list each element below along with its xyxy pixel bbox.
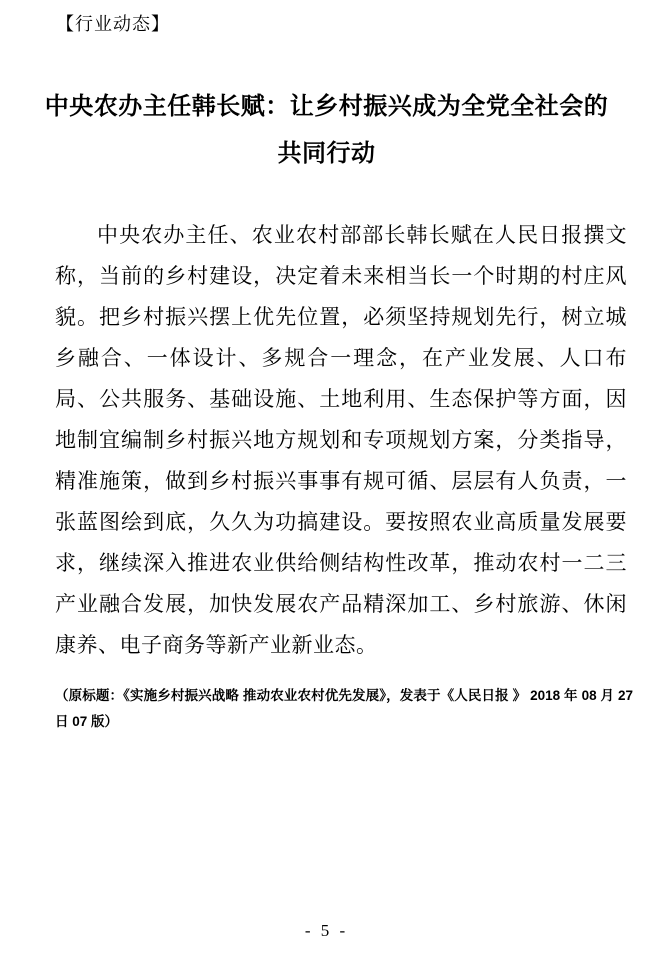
section-header: 【行业动态】	[56, 14, 170, 34]
article-body: 中央农办主任、农业农村部部长韩长赋在人民日报撰文称，当前的乡村建设，决定着未来相当长一个时期的村庄风貌。把乡村振兴摆上优先位置，必须坚持规划先行，树立城乡融合、一体设计、多规合一理念，在产业发展、人口布局、公共服务、基础设施、土地利用、生态保护等方面，因地制宜编制乡村振兴地方规划和专项规划方案，分类指导，精准施策，做到乡村振兴事事有规可循、层层有人负责，一张蓝图绘到底，久久为功搞建设。要按照农业高质量发展要求，继续深入推进农业供给侧结构性改革，推动农村一二三产业融合发展，加快发展农产品精深加工、乡村旅游、休闲康养、电子商务等新产业新业态。	[55, 223, 627, 657]
article-title: 中央农办主任韩长赋：让乡村振兴成为全党全社会的共同行动	[44, 94, 609, 167]
page-number: - 5 -	[304, 921, 349, 940]
source-citation: （原标题：《实施乡村振兴战略 推动农业农村优先发展》，发表于《人民日报 》 2018 年 08 月 27 日 07 版）	[55, 688, 633, 729]
